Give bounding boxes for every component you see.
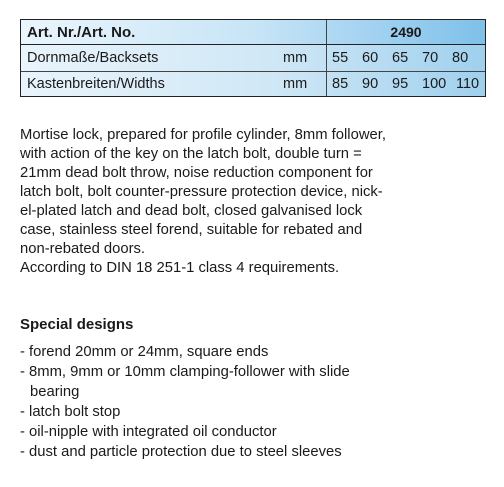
list-item-text: - latch bolt stop — [20, 404, 121, 420]
table-header-row — [21, 20, 485, 45]
value-cell: 80 — [452, 50, 469, 66]
article-code: 2490 — [390, 24, 422, 40]
value-cell: 110 — [456, 75, 480, 92]
product-description — [20, 126, 486, 278]
article-number-label: Art. Nr./Art. No. — [27, 23, 136, 41]
value-cell: 90 — [362, 75, 379, 92]
description-line: non-rebated doors. — [20, 241, 146, 257]
value-cell: 70 — [422, 50, 439, 66]
description-line: 21mm dead bolt throw, noise reduction component for — [20, 165, 373, 181]
column-divider — [326, 71, 327, 96]
list-item — [20, 402, 486, 422]
column-divider — [326, 45, 327, 71]
table-row-backsets — [21, 45, 485, 72]
list-item — [20, 422, 486, 442]
list-item-text: - 8mm, 9mm or 10mm clamping-follower with slide — [20, 364, 350, 380]
row-label: Kastenbreiten/Widths — [27, 75, 165, 92]
description-line: el-plated latch and dead bolt, closed galvanised lock — [20, 203, 363, 219]
description-line: latch bolt, bolt counter-pressure protection device, nick- — [20, 184, 383, 200]
row-unit: mm — [283, 50, 308, 66]
spec-table — [20, 19, 486, 97]
table-row-widths — [21, 71, 485, 96]
value-cell: 60 — [362, 50, 379, 66]
description-line: Mortise lock, prepared for profile cylinder, 8mm follower, — [20, 127, 386, 143]
list-item-text: - forend 20mm or 24mm, square ends — [20, 344, 269, 360]
value-cell: 65 — [392, 50, 409, 66]
special-designs-list — [20, 342, 486, 462]
special-designs-heading: Special designs — [20, 316, 134, 333]
compliance-note: According to DIN 18 251-1 class 4 requirements. — [20, 260, 340, 276]
list-item — [20, 342, 486, 362]
row-unit: mm — [283, 75, 308, 92]
row-label: Dornmaße/Backsets — [27, 50, 159, 66]
row-values — [332, 50, 482, 66]
list-item-continuation: bearing — [30, 384, 80, 400]
description-line: with action of the key on the latch bolt, double turn = — [20, 146, 362, 162]
list-item — [20, 442, 486, 462]
value-cell: 100 — [422, 75, 447, 92]
row-values — [332, 76, 490, 92]
list-item — [20, 362, 486, 402]
value-cell: 85 — [332, 75, 349, 92]
list-item-text: - dust and particle protection due to steel sleeves — [20, 444, 342, 460]
description-line: case, stainless steel forend, suitable for rebated and — [20, 222, 363, 238]
value-cell: 55 — [332, 50, 349, 66]
list-item-text: - oil-nipple with integrated oil conductor — [20, 424, 277, 440]
value-cell: 95 — [392, 75, 409, 92]
